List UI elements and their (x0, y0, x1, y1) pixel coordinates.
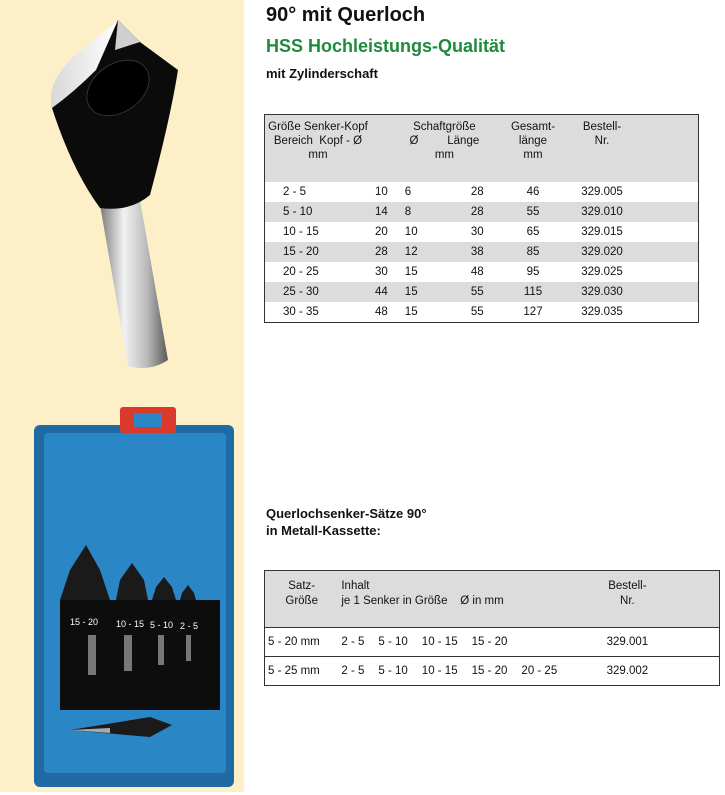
content-size: 15 - 20 (471, 665, 508, 677)
page-title: 90° mit Querloch (266, 4, 426, 26)
cell-head-diameter: 20 (375, 226, 388, 238)
cell-shank-length: 30 (470, 226, 484, 238)
cell-empty (636, 222, 699, 242)
table-header-row (265, 115, 699, 183)
header-set-size: Satz- Größe (265, 571, 339, 628)
content-size: 10 - 15 (421, 636, 458, 648)
cell-size-range: 2 - 5 (265, 182, 372, 202)
table-row (265, 242, 699, 262)
header-shank-size: Schaftgröße Ø Länge mm (391, 115, 498, 183)
content-size: 2 - 5 (341, 636, 365, 648)
sets-header-row (265, 571, 720, 628)
cell-order-no: 329.035 (568, 302, 636, 323)
table-row (265, 182, 699, 202)
cell-shank-length: 48 (470, 266, 484, 278)
cell-contents (338, 628, 593, 657)
metal-case-set-image (0, 395, 244, 795)
cell-shank-diameter: 15 (404, 266, 418, 278)
content-size: 2 - 5 (341, 665, 365, 677)
cell-shank-diameter: 6 (404, 186, 412, 198)
case-label-2: 10 - 15 (116, 619, 145, 629)
cell-sets-order-no: 329.001 (593, 628, 661, 657)
cell-empty (662, 628, 720, 657)
content-size: 15 - 20 (471, 636, 508, 648)
cell-size-range: 25 - 30 (265, 282, 372, 302)
sets-table (264, 570, 720, 686)
cell-empty (636, 242, 699, 262)
cell-shank-diameter: 12 (391, 242, 457, 262)
cell-head-diameter: 14 (371, 202, 391, 222)
quality-subtitle: HSS Hochleistungs-Qualität (266, 36, 506, 56)
table-row (265, 628, 720, 657)
cell-size-range: 15 - 20 (265, 242, 372, 262)
cell-shank-diameter: 15 (391, 282, 457, 302)
countersink-sizes-table (264, 114, 699, 323)
content-size: 5 - 10 (378, 665, 408, 677)
header-total-length: Gesamt- länge mm (498, 115, 568, 183)
cell-empty (636, 282, 699, 302)
cell-shank-length: 55 (457, 282, 499, 302)
sets-heading: Querlochsenker-Sätze 90° in Metall-Kassette: (266, 506, 427, 538)
header-contents: Inhalt je 1 Senker in Größe Ø in mm (338, 571, 593, 628)
case-label-1: 15 - 20 (70, 617, 99, 627)
countersink-bit-image (0, 0, 244, 380)
cell-size-range: 10 - 15 (265, 222, 372, 242)
table-row (265, 222, 699, 242)
cell-shank-diameter: 10 (404, 226, 418, 238)
cell-empty (636, 202, 699, 222)
cell-order-no: 329.010 (568, 202, 636, 222)
content-size: 10 - 15 (421, 665, 458, 677)
table-row (265, 657, 720, 686)
cell-total-length: 55 (498, 202, 568, 222)
cell-empty (636, 262, 699, 282)
table-row (265, 202, 699, 222)
cell-set-size: 5 - 25 mm (265, 657, 339, 686)
cell-size-range: 20 - 25 (265, 262, 372, 282)
cell-shank-length: 28 (457, 202, 499, 222)
cell-order-no: 329.005 (581, 186, 623, 198)
cell-head-diameter: 10 (375, 186, 388, 198)
table-row (265, 302, 699, 323)
cell-order-no: 329.015 (581, 226, 623, 238)
table-row (265, 262, 699, 282)
cell-set-size: 5 - 20 mm (265, 628, 339, 657)
cell-order-no: 329.025 (581, 266, 623, 278)
cell-sets-order-no: 329.002 (593, 657, 661, 686)
cell-order-no: 329.030 (568, 282, 636, 302)
cell-head-diameter: 28 (371, 242, 391, 262)
content-size: 20 - 25 (521, 665, 558, 677)
cell-shank-diameter: 15 (391, 302, 457, 323)
content-size: 5 - 10 (378, 636, 408, 648)
cell-total-length: 95 (526, 266, 540, 278)
cell-total-length: 65 (526, 226, 540, 238)
cell-shank-length: 38 (457, 242, 499, 262)
cell-total-length: 46 (526, 186, 540, 198)
cell-contents (338, 657, 593, 686)
cell-head-diameter: 44 (371, 282, 391, 302)
header-sets-order-no: Bestell- Nr. (593, 571, 661, 628)
cell-empty (662, 657, 720, 686)
cell-total-length: 115 (498, 282, 568, 302)
cell-shank-diameter: 8 (391, 202, 457, 222)
product-images-panel (0, 0, 244, 792)
cell-total-length: 85 (498, 242, 568, 262)
cell-size-range: 30 - 35 (265, 302, 372, 323)
shank-subtitle: mit Zylinderschaft (266, 66, 378, 81)
case-label-3: 5 - 10 (150, 620, 174, 630)
case-label-4: 2 - 5 (180, 621, 199, 631)
cell-size-range: 5 - 10 (265, 202, 372, 222)
cell-head-diameter: 30 (375, 266, 388, 278)
cell-head-diameter: 48 (371, 302, 391, 323)
cell-total-length: 127 (498, 302, 568, 323)
table-row (265, 282, 699, 302)
cell-shank-length: 55 (457, 302, 499, 323)
header-size-head: Größe Senker-Kopf Bereich Kopf - Ø mm (265, 115, 372, 183)
cell-empty (636, 302, 699, 323)
header-order-no: Bestell- Nr. (568, 115, 636, 183)
cell-order-no: 329.020 (568, 242, 636, 262)
cell-empty (636, 182, 699, 202)
cell-shank-length: 28 (470, 186, 484, 198)
